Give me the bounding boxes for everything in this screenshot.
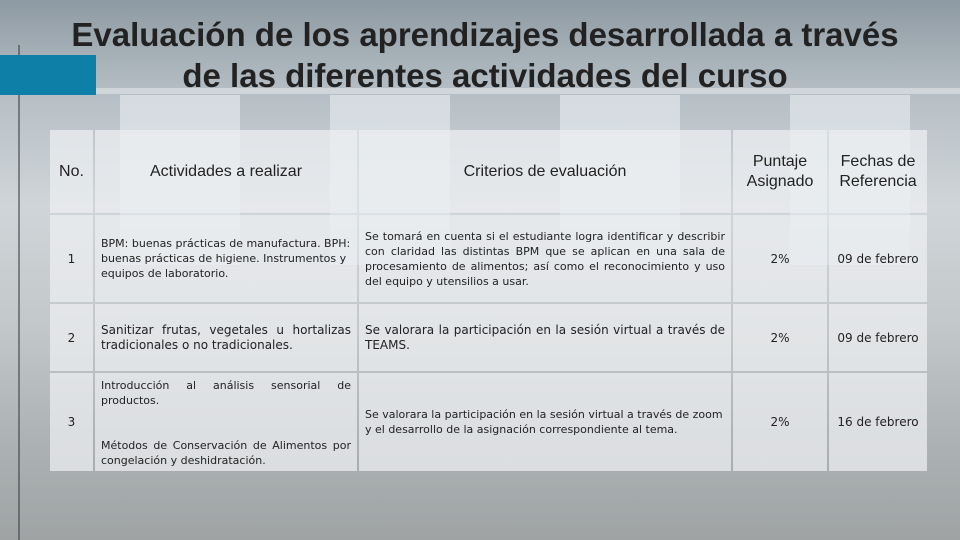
header-criterios: Criterios de evaluación [359,130,731,213]
row-1-actividades: BPM: buenas prácticas de manufactura. BPH: buenas prácticas de higiene. Instrumentos y equipos de laboratorio. [95,215,357,302]
row-2-criterios: Se valorara la participación en la sesión virtual a través de TEAMS. [359,304,731,371]
row-1-no: 1 [50,215,93,302]
row-3-actividad-introduccion: Introducción al análisis sensorial de productos. [101,379,351,407]
row-3-no: 3 [50,373,93,471]
row-2-no: 2 [50,304,93,371]
row-1-fecha: 09 de febrero [829,215,927,302]
row-1-puntaje: 2% [733,215,827,302]
row-3-puntaje: 2% [733,373,827,471]
header-no: No. [50,130,93,213]
row-3-fecha: 16 de febrero [829,373,927,471]
row-3-actividades [95,373,357,471]
evaluation-table [50,130,923,465]
header-actividades: Actividades a realizar [95,130,357,213]
row-3-criterios: Se valorara la participación en la sesión virtual a través de zoom y el desarrollo de la asignación correspondiente al tema. [359,373,731,471]
row-2-puntaje: 2% [733,304,827,371]
decorative-line [18,45,20,540]
header-fechas: Fechas de Referencia [829,130,927,213]
slide-title: Evaluación de los aprendizajes desarrollada a través de las diferentes actividades del curso [71,16,899,94]
row-2-actividades: Sanitizar frutas, vegetales u hortalizas tradicionales o no tradicionales. [95,304,357,371]
header-puntaje: Puntaje Asignado [733,130,827,213]
row-3-actividad-conservacion: Métodos de Conservación de Alimentos por congelación y deshidratación. [101,439,351,467]
row-1-criterios: Se tomará en cuenta si el estudiante logra identificar y describir con claridad las distintas BPM que se aplican en una sala de procesamiento de alimentos; así como el reconocimiento y uso del equipo y utensilios a usar. [359,215,731,302]
row-2-fecha: 09 de febrero [829,304,927,371]
